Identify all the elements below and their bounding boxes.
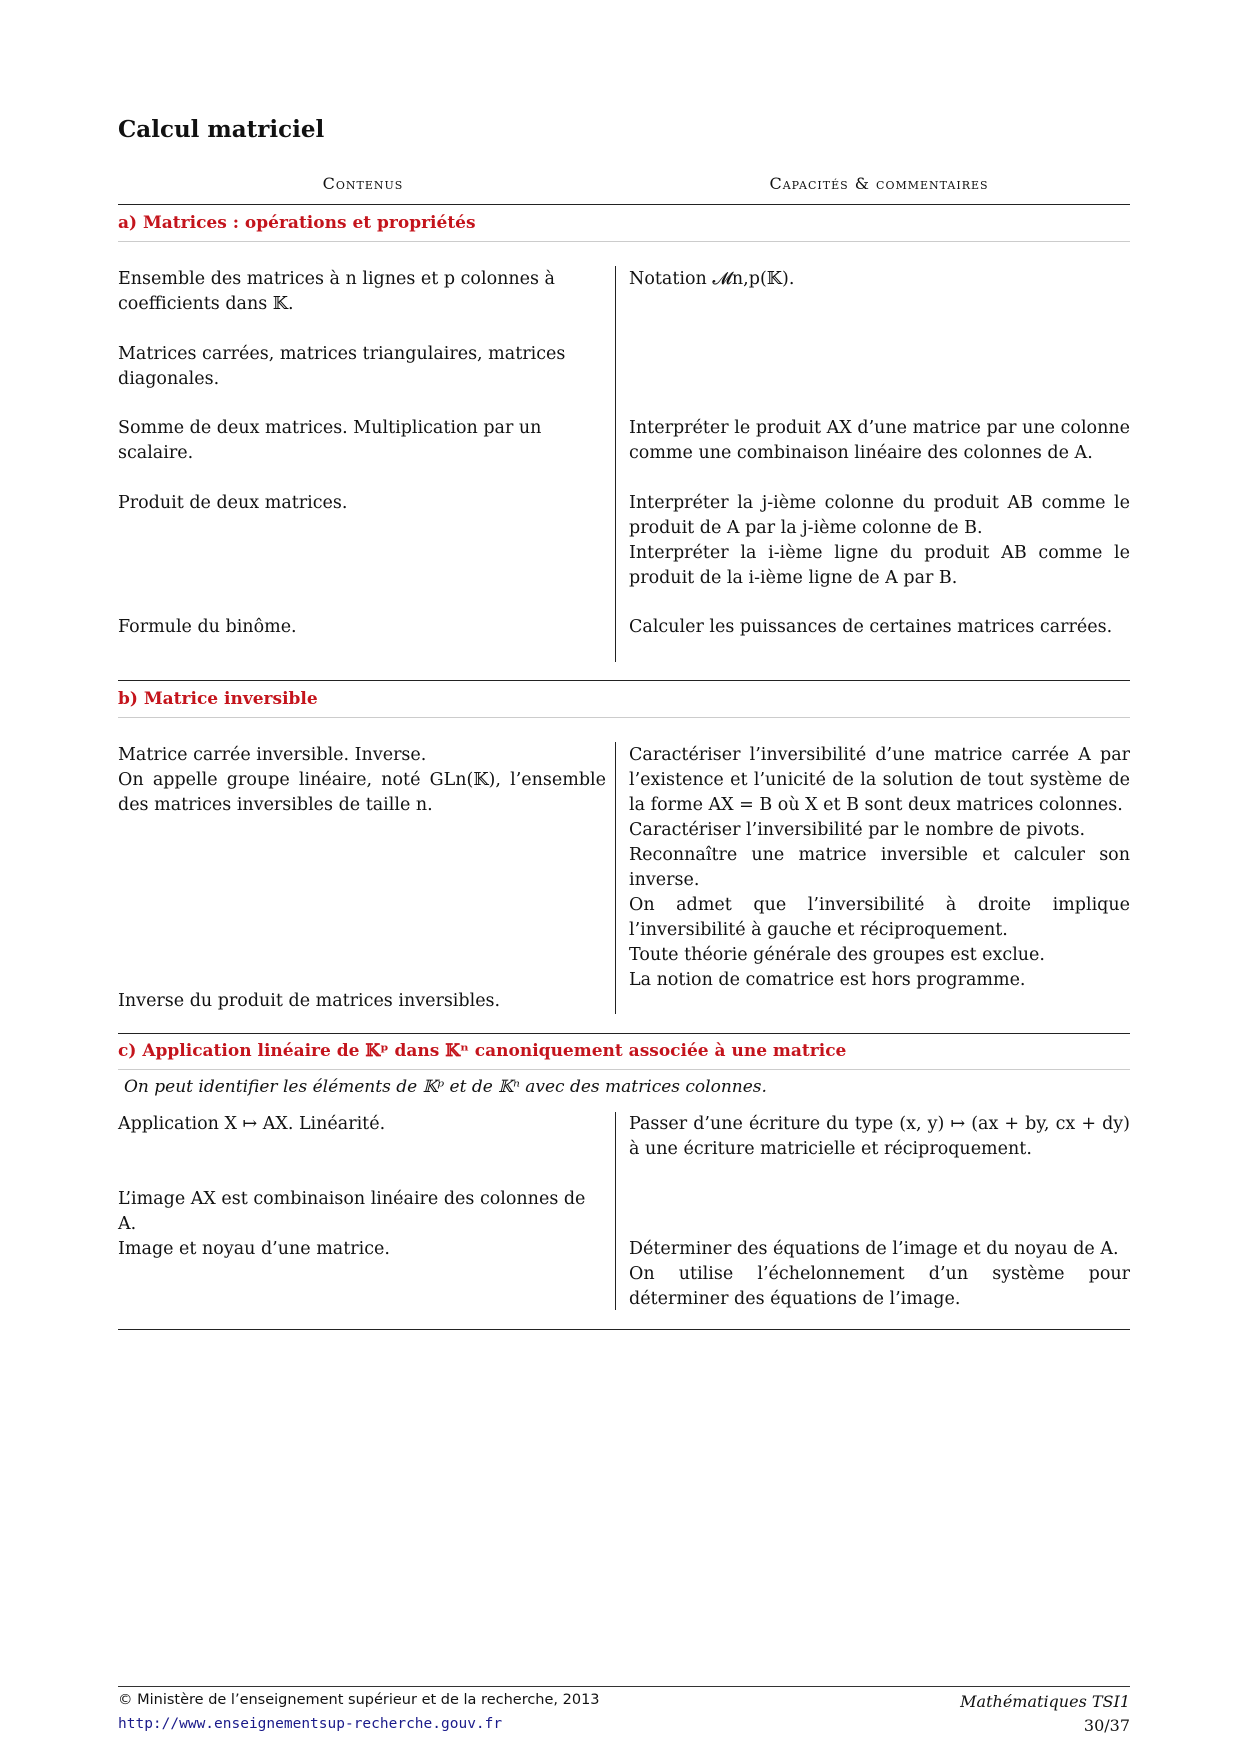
- section-a-row5-left: Formule du binôme.: [118, 617, 297, 637]
- table-bottom-rule: [118, 1329, 1130, 1330]
- section-c-row1-right: Passer d’une écriture du type (x, y) ↦ (ax + by, cx + dy) à une écriture matricielle et réciproquement.: [629, 1114, 1130, 1159]
- footer-copyright: © Ministère de l’enseignement supérieur et de la recherche, 2013: [118, 1692, 600, 1708]
- column-header-capacites: Capacités & commentaires: [769, 174, 989, 193]
- section-a-row1-right: Notation 𝓜n,p(𝕂).: [629, 269, 795, 289]
- footer-url-link[interactable]: http://www.enseignementsup-recherche.gouv.fr: [118, 1716, 503, 1732]
- section-c-row2-left: L’image AX est combinaison linéaire des colonnes de A.: [118, 1189, 586, 1234]
- divider: [118, 717, 1130, 718]
- section-c-note: On peut identifier les éléments de 𝕂ᵖ et de 𝕂ⁿ avec des matrices colonnes.: [124, 1077, 767, 1097]
- footer-page-number: 30/37: [1083, 1716, 1130, 1735]
- section-c-row3-left: Image et noyau d’une matrice.: [118, 1239, 390, 1259]
- section-a-title: a) Matrices : opérations et propriétés: [118, 213, 476, 233]
- section-b-title: b) Matrice inversible: [118, 689, 318, 709]
- section-rule: [118, 680, 1130, 681]
- section-c-row3-right: Déterminer des équations de l’image et du noyau de A. On utilise l’échelonnement d’un système pour déterminer des équations de l’image.: [629, 1239, 1130, 1309]
- footer-course: Mathématiques TSI1: [960, 1692, 1130, 1711]
- section-rule: [118, 1033, 1130, 1034]
- divider: [118, 241, 1130, 242]
- column-separator: [615, 266, 616, 662]
- section-a-row4-right: Interpréter la j-ième colonne du produit AB comme le produit de A par la j-ième colonne de B. Interpréter la i-ième ligne du produit AB comme le produit de la i-ième ligne de A par B.: [629, 493, 1130, 588]
- section-a-row1-left: Ensemble des matrices à n lignes et p colonnes à coefficients dans 𝕂.: [118, 269, 555, 314]
- section-a-row3-right: Interpréter le produit AX d’une matrice par une colonne comme une combinaison linéaire des colonnes de A.: [629, 418, 1130, 463]
- section-c-row1-left: Application X ↦ AX. Linéarité.: [118, 1114, 386, 1134]
- section-b-left-last: Inverse du produit de matrices inversibles.: [118, 991, 501, 1011]
- page-title: Calcul matriciel: [118, 116, 325, 143]
- section-b-right: Caractériser l’inversibilité d’une matrice carrée A par l’existence et l’unicité de la solution de tout système de la forme AX = B où X et B sont deux matrices colonnes. Caractériser l’inversibilité par le nombre de pivots. Reconnaître une matrice inversible et calculer son inverse. On admet que l’inversibilité à droite implique l’inversibilité à gauche et réciproquement. Toute théorie générale des groupes est exclue. La notion de comatrice est hors programme.: [629, 745, 1130, 990]
- column-header-contenus: Contenus: [322, 174, 404, 193]
- footer-rule: [118, 1686, 1130, 1687]
- section-a-row3-left: Somme de deux matrices. Multiplication par un scalaire.: [118, 418, 542, 463]
- column-separator: [615, 742, 616, 1014]
- column-separator: [615, 1112, 616, 1310]
- header-rule: [118, 204, 1130, 205]
- section-b-left-main: Matrice carrée inversible. Inverse. On appelle groupe linéaire, noté GLn(𝕂), l’ensemble des matrices inversibles de taille n.: [118, 745, 606, 815]
- section-a-row2-left: Matrices carrées, matrices triangulaires, matrices diagonales.: [118, 344, 566, 389]
- divider: [118, 1069, 1130, 1070]
- section-c-title: c) Application linéaire de 𝕂ᵖ dans 𝕂ⁿ canoniquement associée à une matrice: [118, 1041, 847, 1061]
- section-a-row5-right: Calculer les puissances de certaines matrices carrées.: [629, 617, 1113, 637]
- section-a-row4-left: Produit de deux matrices.: [118, 493, 348, 513]
